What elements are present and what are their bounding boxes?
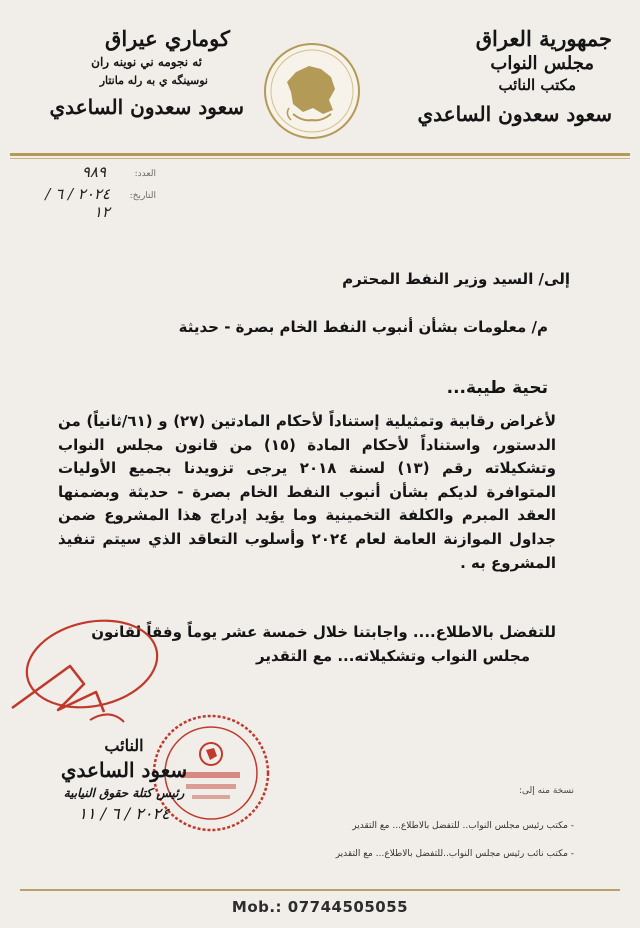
copies-heading: نسخة منه إلى:: [518, 786, 574, 796]
header-parliament: مجلس النواب: [490, 53, 594, 74]
signature-block: [44, 736, 204, 826]
number-value: ٩٨٩: [81, 163, 106, 181]
footer-divider: [20, 889, 620, 891]
copy-recipient: - مكتب نائب رئيس مجلس النواب..للتفضل بالاطلاع... مع التقدير: [335, 849, 574, 859]
header-divider: [10, 153, 630, 156]
header-mp-name: سعود سعدون الساعدي: [417, 102, 612, 126]
reference-block: [26, 163, 156, 221]
header-mp-name-kurdish: سعود سعدون الساعدي: [49, 95, 244, 119]
header-country: جمهورية العراق: [475, 26, 612, 51]
subject-line: م/ معلومات بشأن أنبوب النفط الخام بصرة - حديثة: [178, 318, 548, 336]
header-kurdish: [14, 26, 244, 122]
greeting: تحية طيبة...: [446, 378, 548, 398]
closing-line-2: مجلس النواب وتشكيلاته... مع التقدير: [256, 647, 530, 665]
header-parliament-kurdish: ئه نجومه ني نوينه ران: [91, 55, 202, 69]
iraq-parliament-emblem: [263, 42, 361, 140]
date-label: التاريخ:: [129, 191, 156, 201]
closing-line-1: للتفضل بالاطلاع.... واجابتنا خلال خمسة عشر يوماً وفقاً لقانون: [91, 623, 556, 641]
footer-mobile-number: Mob.: 07744505055: [231, 898, 409, 916]
signature-date: ٢٠٢٤ / ٦ / ١١: [78, 804, 170, 823]
signatory-name: سعود الساعدي: [60, 758, 188, 782]
letter-body: لأغراض رقابية وتمثيلية إستناداً لأحكام المادتين (٢٧) و (٦١/ثانياً) من الدستور، واستناداً لأحكام المادة (١٥) من قانون مجلس النواب وتشكيلاته رقم (١٣) لسنة ٢٠١٨ يرجى تزويدنا بجميع الأوليات المتوافرة لديكم بشأن أنبوب النفط الخام بصرة - حديثة وبضمنها العقد المبرم والكلفة التخمينية وما يؤيد إدراج هذا المشروع ضمن جداول الموازنة العامة لعام ٢٠٢٤ وأسلوب التعاقد الذي سيتم تنفيذ المشروع به .: [58, 412, 557, 572]
signatory-role: رئيس كتلة حقوق النيابية: [63, 786, 185, 800]
number-label: العدد:: [134, 169, 156, 179]
header-office-kurdish: نوسينگه ي به رله مانتار: [99, 74, 208, 87]
copies-to: [274, 786, 574, 868]
date-value: ٢٠٢٤ / ٦ / ١٢: [45, 185, 110, 221]
header-country-kurdish: كوماري عيراق: [105, 26, 230, 51]
signatory-title: النائب: [104, 736, 144, 755]
header-arabic: [382, 26, 612, 129]
header-office: مكتب النائب: [498, 76, 576, 94]
copy-recipient: - مكتب رئيس مجلس النواب.. للتفضل بالاطلاع... مع التقدير: [352, 821, 574, 831]
header-divider-thin: [10, 158, 630, 159]
addressee: إلى/ السيد وزير النفط المحترم: [342, 270, 570, 288]
